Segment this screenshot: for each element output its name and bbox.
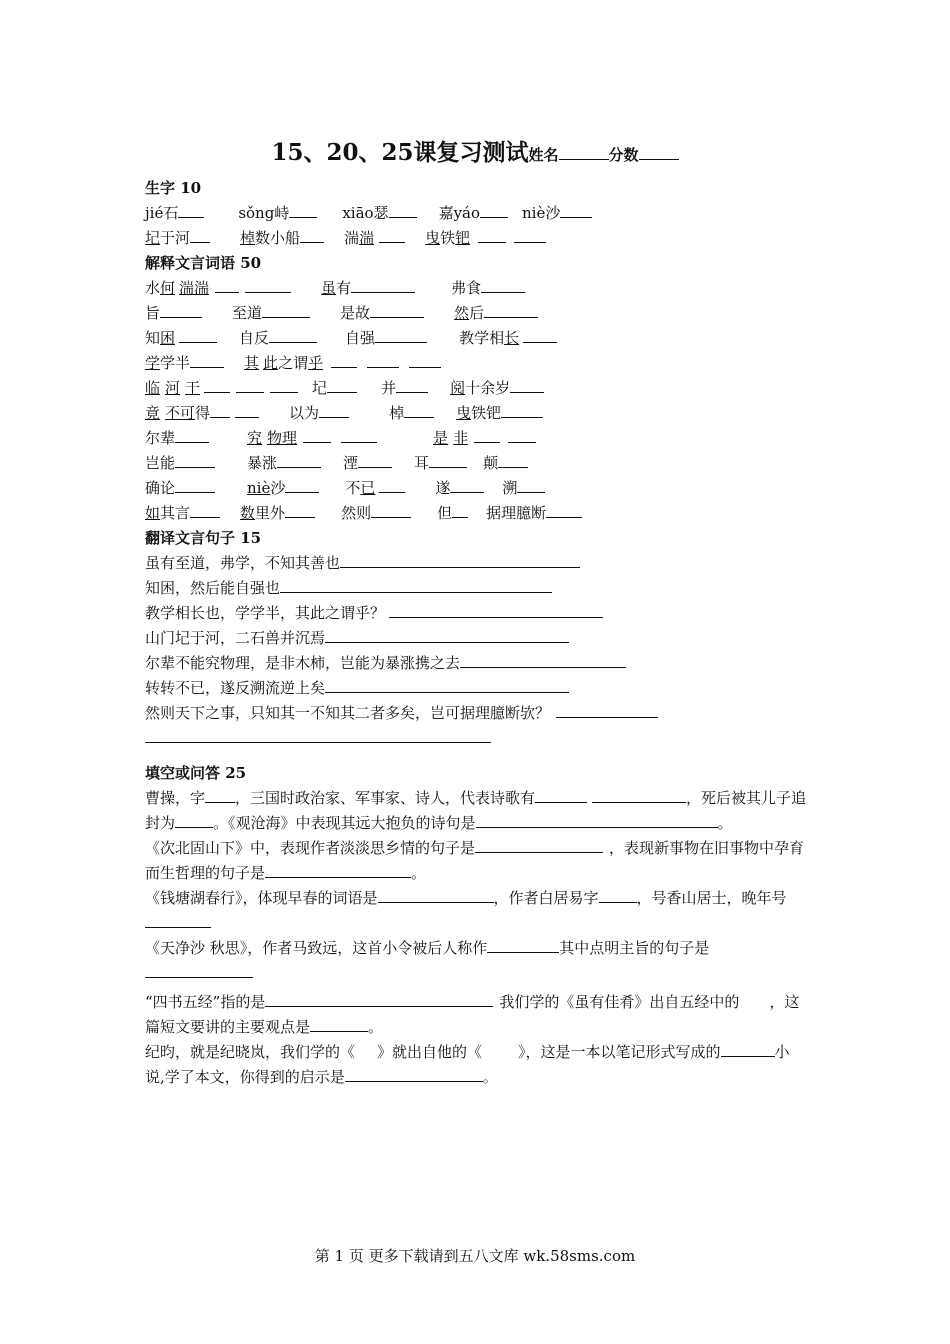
vocab-row <box>145 351 807 376</box>
vocab-item: 弗食 <box>451 279 482 297</box>
question-text: 其中点明主旨的句子是 <box>559 939 710 957</box>
char-item: 嘉yáo <box>438 204 481 222</box>
answer-blank[interactable] <box>481 277 525 293</box>
vocab-row <box>145 301 807 326</box>
answer-blank[interactable] <box>592 787 642 803</box>
answer-blank[interactable] <box>375 327 427 343</box>
question-ci-bei-gu-shan <box>145 836 807 886</box>
answer-blank[interactable] <box>450 477 484 493</box>
answer-blank[interactable] <box>265 862 411 878</box>
vocab-row <box>145 501 807 526</box>
vocab-item: 已 <box>360 479 376 497</box>
source-sentence: 山门圮于河，二石兽并沉焉 <box>145 629 326 647</box>
answer-blank[interactable] <box>460 652 626 668</box>
question-text: 。 <box>482 1068 498 1086</box>
vocab-item: 是故 <box>340 304 371 322</box>
answer-blank[interactable] <box>265 991 493 1007</box>
answer-blank[interactable] <box>475 837 603 853</box>
vocab-item: 如 <box>145 504 161 522</box>
char-item: 钯 <box>455 229 471 247</box>
answer-blank[interactable] <box>280 577 552 593</box>
answer-blank[interactable] <box>341 427 377 443</box>
vocab-item: 虽 <box>321 279 337 297</box>
answer-blank[interactable] <box>556 702 658 718</box>
characters-row-2 <box>145 226 807 251</box>
answer-blank[interactable] <box>160 302 202 318</box>
exam-content <box>145 176 807 1090</box>
question-text: 》，这是一本以笔记形式写成的 <box>518 1043 721 1061</box>
answer-blank[interactable] <box>303 427 331 443</box>
vocab-text: 不 <box>345 479 361 497</box>
vocab-row <box>145 401 807 426</box>
vocab-text: 其言 <box>160 504 191 522</box>
answer-blank[interactable] <box>396 377 428 393</box>
vocab-item: 乎 <box>308 354 324 372</box>
answer-blank[interactable] <box>310 1016 368 1032</box>
vocab-item: 干 <box>185 379 201 397</box>
vocab-item: 河 <box>165 379 181 397</box>
source-sentence: 尔辈不能究物理，是非木柿，岂能为暴涨携之去 <box>145 654 461 672</box>
answer-blank[interactable] <box>145 912 211 928</box>
vocab-row <box>145 476 807 501</box>
section-heading-fill-in: 填空或问答 25 <box>145 764 247 782</box>
char-context: 数小船 <box>255 229 301 247</box>
vocab-item: 非 <box>453 429 469 447</box>
answer-blank[interactable] <box>190 227 210 243</box>
vocab-row <box>145 376 807 401</box>
title-main: 15、20、25课复习测试 <box>271 139 529 166</box>
answer-blank[interactable] <box>379 227 405 243</box>
question-four-books <box>145 990 807 1040</box>
char-item: 棹 <box>240 229 256 247</box>
vocab-item: 但 <box>437 504 453 522</box>
question-text: 。 <box>717 814 733 832</box>
vocab-item: 确论 <box>145 479 176 497</box>
source-sentence: 虽有至道，弗学，不知其善也 <box>145 554 341 572</box>
vocab-item: 颠 <box>483 454 499 472</box>
page-footer: 第 1 页 更多下载请到五八文库 wk.58sms.com <box>314 1247 636 1265</box>
answer-blank[interactable] <box>510 377 544 393</box>
vocab-text: 沙 <box>270 479 286 497</box>
translation-item <box>145 626 807 651</box>
answer-blank[interactable] <box>429 452 467 468</box>
answer-blank[interactable] <box>262 302 310 318</box>
vocab-item: 长 <box>504 329 520 347</box>
answer-blank[interactable] <box>145 962 253 978</box>
question-tian-jing-sha <box>145 936 807 986</box>
char-item: xiāo瑟 <box>342 204 389 222</box>
section-heading-characters: 生字 10 <box>145 179 202 197</box>
translation-item <box>145 701 807 726</box>
answer-blank[interactable] <box>190 502 220 518</box>
answer-blank[interactable] <box>480 202 508 218</box>
answer-blank[interactable] <box>210 402 230 418</box>
answer-blank[interactable] <box>269 327 317 343</box>
vocab-item: 自强 <box>345 329 376 347</box>
question-text: 纪昀，就是纪晓岚，我们学的《 <box>145 1043 356 1061</box>
answer-blank[interactable] <box>270 377 298 393</box>
answer-blank[interactable] <box>389 202 417 218</box>
answer-blank[interactable] <box>599 887 637 903</box>
answer-blank[interactable] <box>409 352 441 368</box>
question-text: ，号香山居士，晚年号 <box>636 889 787 907</box>
vocab-item: niè <box>247 479 271 497</box>
question-text: 。 <box>368 1018 384 1036</box>
answer-blank[interactable] <box>215 277 239 293</box>
answer-blank[interactable] <box>371 502 411 518</box>
answer-blank[interactable] <box>204 377 230 393</box>
vocab-item: 以为 <box>289 404 320 422</box>
answer-blank[interactable] <box>289 202 317 218</box>
question-text: 我们学的《虽有佳肴》出自五经中的 <box>499 993 740 1011</box>
vocab-item: 暴涨 <box>247 454 278 472</box>
answer-blank[interactable] <box>484 302 538 318</box>
vocab-row <box>145 326 807 351</box>
question-text: ，表现新事物在旧事物中孕育而生哲理的句子是 <box>145 839 805 882</box>
answer-blank[interactable] <box>523 327 557 343</box>
vocab-item: 何 <box>160 279 176 297</box>
answer-blank[interactable] <box>389 602 603 618</box>
char-item: 湍 <box>359 229 375 247</box>
answer-blank[interactable] <box>331 352 357 368</box>
source-sentence: 知困，然后能自强也 <box>145 579 281 597</box>
vocab-item: 遂 <box>435 479 451 497</box>
translation-item <box>145 676 807 701</box>
answer-blank[interactable] <box>236 377 264 393</box>
vocab-text: 得 <box>195 404 211 422</box>
vocab-item: 困 <box>160 329 176 347</box>
answer-blank[interactable] <box>325 677 569 693</box>
answer-blank[interactable] <box>277 452 321 468</box>
question-text: 《钱塘湖春行》，体现早春的词语是 <box>145 889 378 907</box>
vocab-text: 里外 <box>255 504 286 522</box>
vocab-text: 知 <box>145 329 161 347</box>
vocab-item: 临 <box>145 379 161 397</box>
answer-blank[interactable] <box>560 202 592 218</box>
vocab-item: 阅 <box>450 379 466 397</box>
question-cao-cao <box>145 786 807 836</box>
question-text: ，三国时政治家、军事家、诗人，代表诗歌有 <box>235 789 536 807</box>
vocab-text: 学半 <box>160 354 191 372</box>
vocab-item: 并 <box>381 379 397 397</box>
answer-blank[interactable] <box>205 787 235 803</box>
vocab-item: 湮 <box>343 454 359 472</box>
page-title <box>0 134 950 167</box>
vocab-item: 然 <box>454 304 470 322</box>
vocab-item: 至道 <box>232 304 263 322</box>
answer-blank[interactable] <box>474 427 500 443</box>
answer-blank[interactable] <box>285 477 319 493</box>
answer-blank[interactable] <box>245 277 291 293</box>
answer-blank[interactable] <box>514 227 546 243</box>
vocab-item: 棹 <box>389 404 405 422</box>
question-text: ，死后被其儿子追封为 <box>145 789 807 832</box>
section-heading-translation: 翻译文言句子 15 <box>145 529 262 547</box>
vocab-item: 然则 <box>341 504 372 522</box>
answer-blank[interactable] <box>351 277 415 293</box>
char-item: 曳 <box>425 229 441 247</box>
translation-continuation <box>145 726 807 751</box>
question-text: “四书五经”指的是 <box>145 993 266 1011</box>
vocab-item: 岂能 <box>145 454 176 472</box>
vocab-text: 水 <box>145 279 161 297</box>
answer-blank[interactable] <box>721 1041 775 1057</box>
vocab-row <box>145 451 807 476</box>
answer-blank[interactable] <box>175 452 215 468</box>
char-item: 圮 <box>145 229 161 247</box>
char-context: 湍 <box>344 229 360 247</box>
answer-blank[interactable] <box>178 202 204 218</box>
vocab-item: 湍湍 <box>179 279 210 297</box>
answer-blank[interactable] <box>478 227 506 243</box>
answer-blank[interactable] <box>300 227 324 243</box>
answer-blank[interactable] <box>476 812 496 828</box>
vocab-item: 自反 <box>239 329 270 347</box>
vocab-text: 教学相 <box>459 329 505 347</box>
question-text: 》就出自他的《 <box>377 1043 483 1061</box>
char-context: 于河 <box>160 229 191 247</box>
question-text: 《次北固山下》中，表现作者淡淡思乡情的句子是 <box>145 839 476 857</box>
translation-item <box>145 551 807 576</box>
vocab-item: 其 <box>244 354 260 372</box>
vocab-text: 有 <box>336 279 352 297</box>
answer-blank[interactable] <box>546 502 582 518</box>
answer-blank[interactable] <box>498 452 528 468</box>
answer-blank[interactable] <box>535 787 587 803</box>
question-text: 。 <box>411 864 427 882</box>
answer-blank[interactable] <box>179 327 217 343</box>
vocab-item: 竟 <box>145 404 161 422</box>
vocab-item: 据理臆断 <box>486 504 547 522</box>
vocab-text: 铁钯 <box>471 404 502 422</box>
question-text: 。《观沧海》中表现其远大抱负的诗句是 <box>213 814 476 832</box>
translation-item <box>145 601 807 626</box>
answer-blank[interactable] <box>487 937 559 953</box>
question-text: ，作者白居易字 <box>493 889 599 907</box>
vocab-item: 曳 <box>456 404 472 422</box>
vocab-item: 是 <box>433 429 449 447</box>
char-item: niè沙 <box>522 204 561 222</box>
score-label: 分数 <box>608 146 639 164</box>
answer-blank[interactable] <box>370 302 424 318</box>
name-label: 姓名 <box>528 146 559 164</box>
question-text: 曹操，字 <box>145 789 206 807</box>
answer-blank[interactable] <box>517 477 545 493</box>
vocab-item: 学 <box>145 354 161 372</box>
score-blank[interactable] <box>639 145 679 160</box>
char-item: sǒng峙 <box>238 204 290 222</box>
answer-blank[interactable] <box>327 377 357 393</box>
answer-blank[interactable] <box>452 502 468 518</box>
answer-blank[interactable] <box>145 727 491 743</box>
characters-row-1 <box>145 201 807 226</box>
char-context: 铁 <box>440 229 456 247</box>
vocab-item: 物理 <box>267 429 298 447</box>
answer-blank[interactable] <box>319 402 349 418</box>
answer-blank[interactable] <box>235 402 259 418</box>
vocab-item: 此 <box>263 354 279 372</box>
question-text: 《天净沙 秋思》，作者马致远，这首小令被后人称作 <box>145 939 488 957</box>
answer-blank[interactable] <box>404 402 434 418</box>
question-ji-yun <box>145 1040 807 1090</box>
vocab-item: 圮 <box>312 379 328 397</box>
answer-blank[interactable] <box>496 812 718 828</box>
source-sentence: 教学相长也，学学半，其此之谓乎？ <box>145 604 386 622</box>
answer-blank[interactable] <box>175 427 209 443</box>
answer-blank[interactable] <box>285 502 315 518</box>
question-qian-tang-hu <box>145 886 807 936</box>
answer-blank[interactable] <box>642 787 686 803</box>
answer-blank[interactable] <box>345 1066 483 1082</box>
answer-blank[interactable] <box>508 427 536 443</box>
answer-blank[interactable] <box>367 352 399 368</box>
vocab-row <box>145 276 807 301</box>
vocab-item: 数 <box>240 504 256 522</box>
section-heading-vocabulary: 解释文言词语 50 <box>145 254 262 272</box>
vocab-item: 不可 <box>165 404 196 422</box>
vocab-item: 溯 <box>502 479 518 497</box>
vocab-item: 旨 <box>145 304 161 322</box>
source-sentence: 然则天下之事，只知其一不知其二者多矣，岂可据理臆断欤？ <box>145 704 551 722</box>
char-item: jié石 <box>145 204 179 222</box>
answer-blank[interactable] <box>175 812 213 828</box>
vocab-item: 耳 <box>414 454 430 472</box>
vocab-item: 究 <box>247 429 263 447</box>
answer-blank[interactable] <box>340 552 580 568</box>
answer-blank[interactable] <box>379 477 405 493</box>
question-text: 小说,学了本文，你得到的启示是 <box>145 1043 790 1086</box>
answer-blank[interactable] <box>501 402 543 418</box>
translation-item <box>145 576 807 601</box>
vocab-text: 后 <box>469 304 485 322</box>
translation-item <box>145 651 807 676</box>
vocab-item: 尔辈 <box>145 429 176 447</box>
answer-blank[interactable] <box>325 627 569 643</box>
vocab-text: 之谓 <box>278 354 309 372</box>
answer-blank[interactable] <box>378 887 494 903</box>
vocab-row <box>145 426 807 451</box>
vocab-text: 十余岁 <box>465 379 511 397</box>
answer-blank[interactable] <box>358 452 392 468</box>
answer-blank[interactable] <box>190 352 224 368</box>
source-sentence: 转转不已，遂反溯流逆上矣 <box>145 679 326 697</box>
name-blank[interactable] <box>559 145 609 160</box>
question-text: ，这篇短文要讲的主要观点是 <box>145 993 800 1036</box>
answer-blank[interactable] <box>175 477 215 493</box>
